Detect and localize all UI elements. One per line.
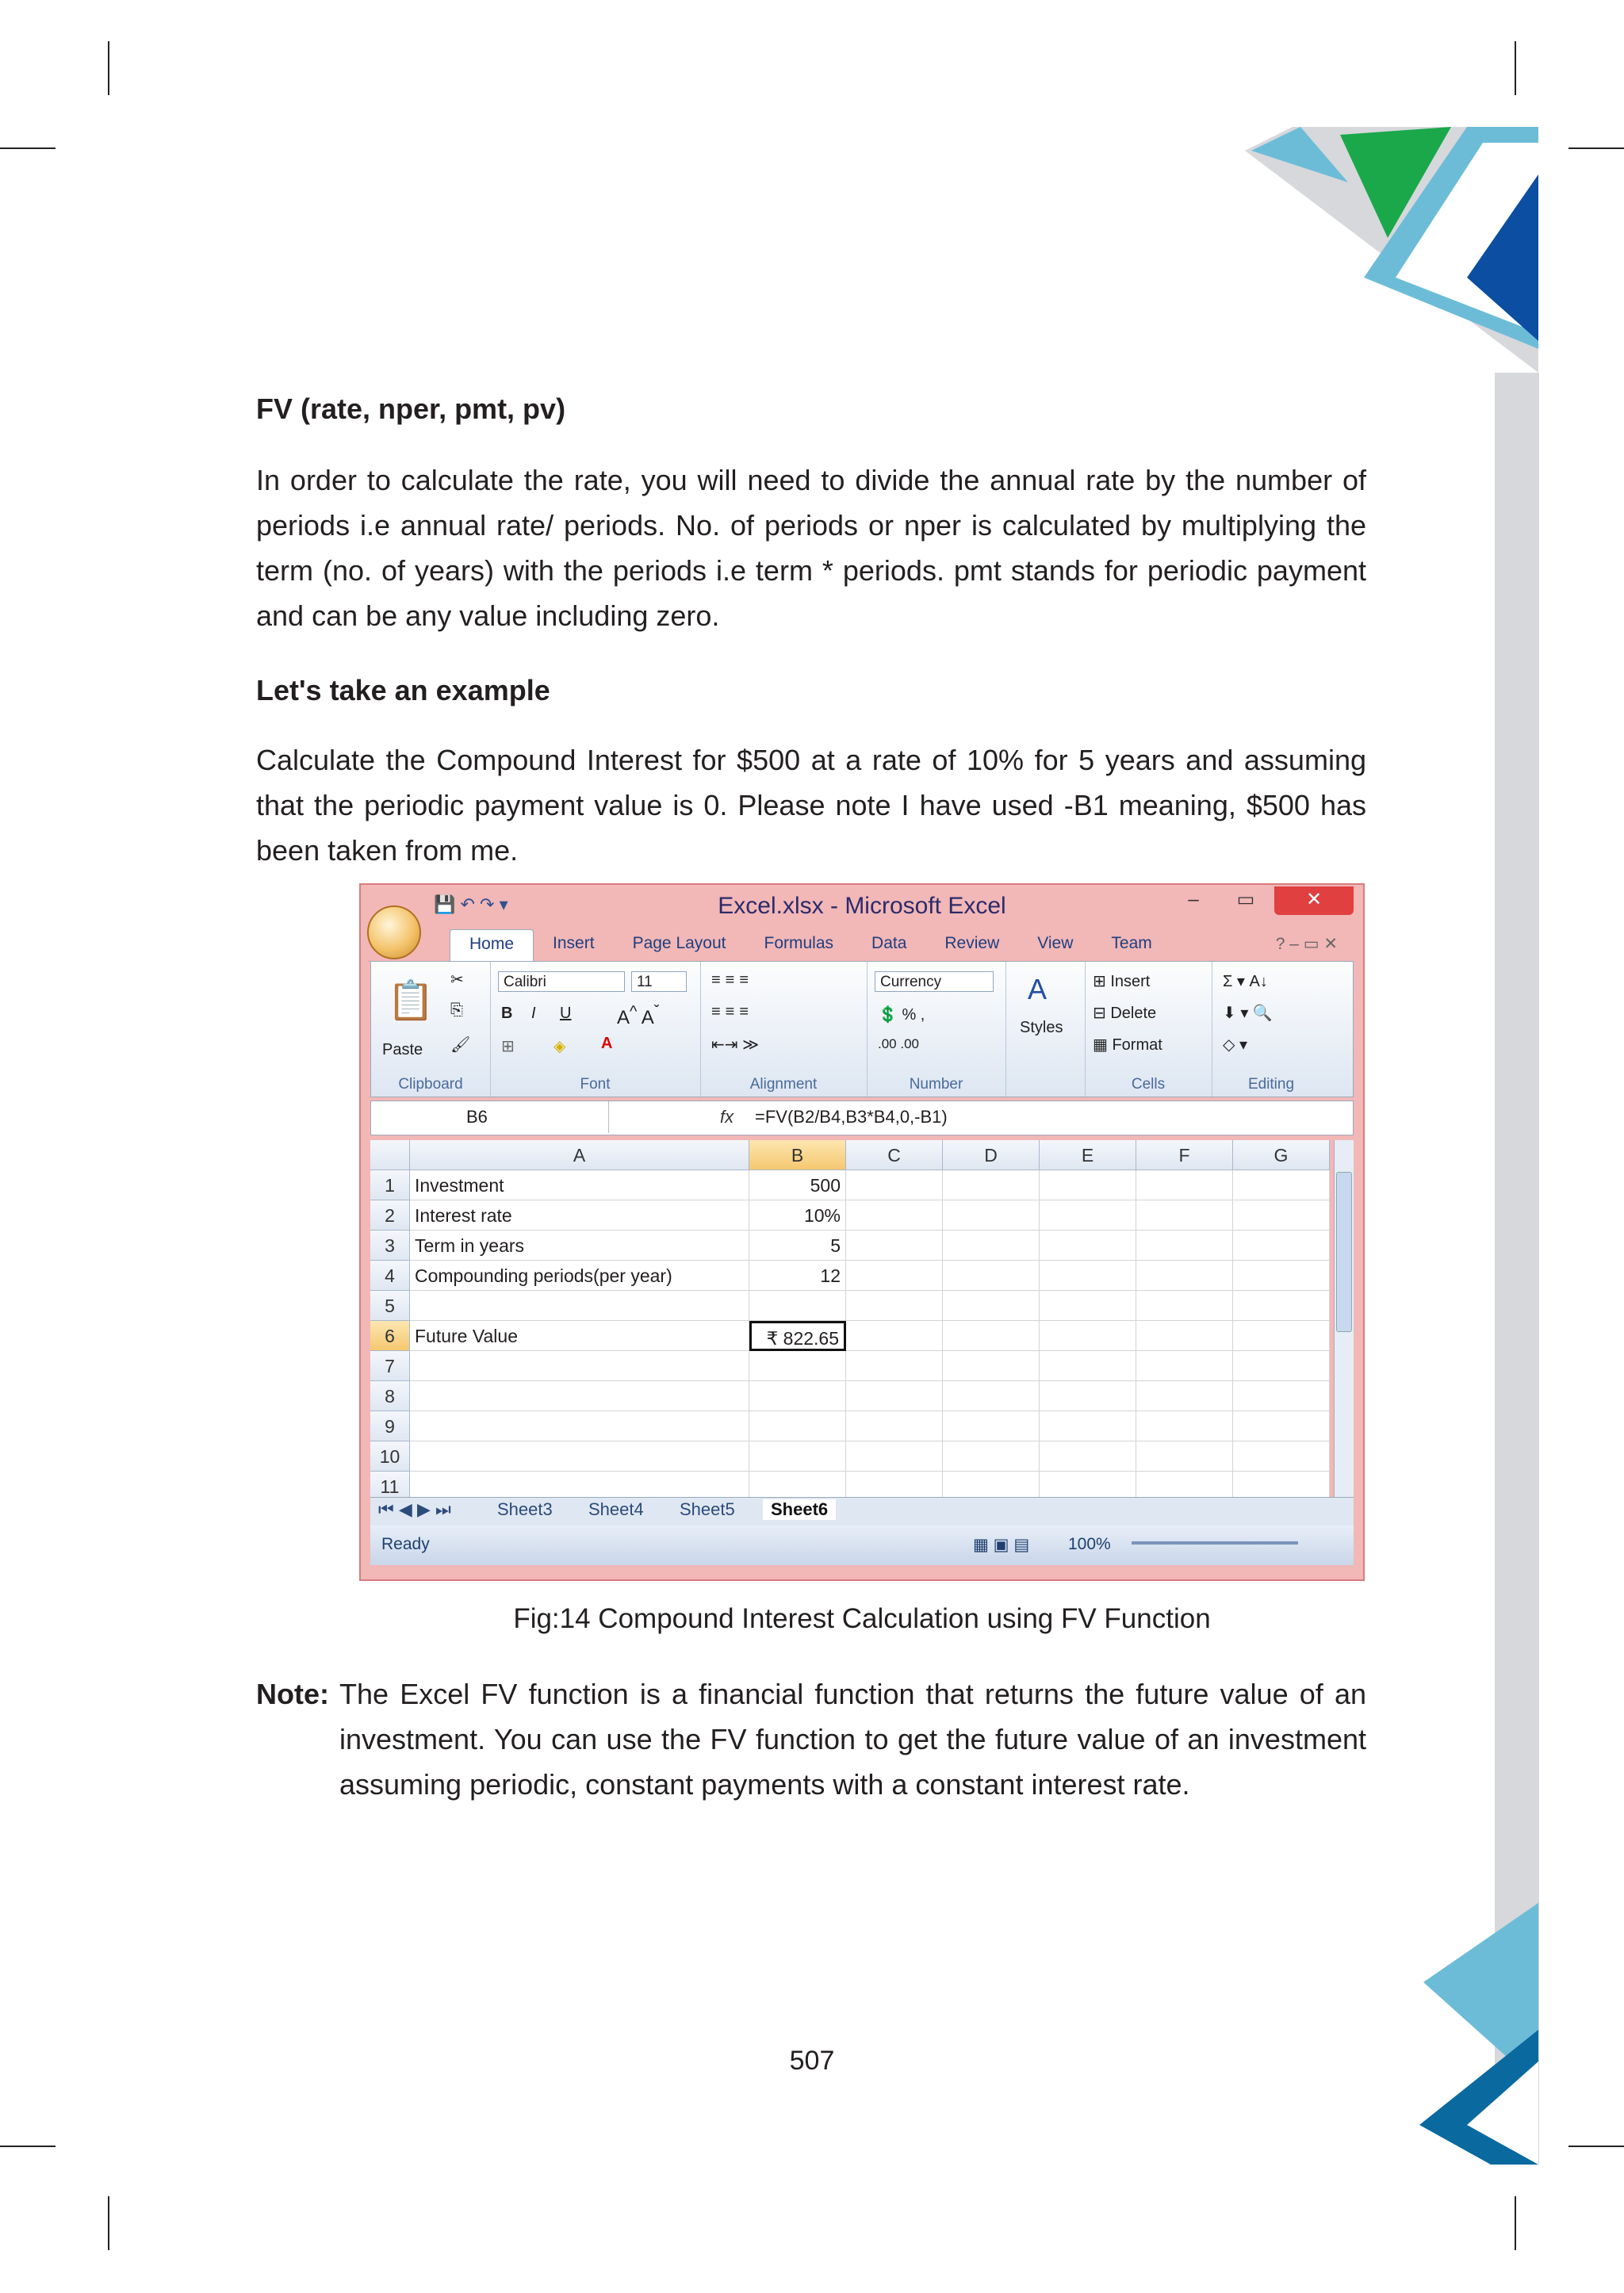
italic-icon[interactable]: I — [531, 1005, 536, 1022]
zoom-slider[interactable] — [1132, 1541, 1298, 1545]
help-icon[interactable]: ? – ▭ ✕ — [1275, 935, 1338, 953]
delete-label: Delete — [1110, 1005, 1157, 1022]
intro-paragraph: In order to calculate the rate, you will need to divide the annual rate by the number of periods i.e annual rate/ periods. No. of periods or nper is calculated by multiplying the term (no. of years) with the periods i.e term * periods. pmt stands for periodic payment and can be any value including zero. — [256, 464, 1366, 632]
delete-cells-button[interactable]: ⊟ Delete — [1093, 1005, 1157, 1022]
formula-bar — [370, 1101, 1354, 1135]
grid-cell[interactable] — [1233, 1321, 1330, 1351]
grid-cell[interactable] — [1136, 1261, 1233, 1291]
grid-cell[interactable] — [943, 1411, 1040, 1441]
grid-cell[interactable] — [1233, 1170, 1330, 1200]
tab-formulas[interactable]: Formulas — [764, 934, 834, 952]
autosum-icon[interactable]: Σ ▾ A↓ — [1223, 973, 1268, 990]
cell-label[interactable] — [410, 1441, 749, 1472]
cut-icon[interactable]: ✂ — [450, 971, 464, 989]
grid-cell[interactable] — [846, 1441, 943, 1472]
grid-cell[interactable] — [1233, 1231, 1330, 1261]
vertical-scrollbar[interactable] — [1334, 1140, 1354, 1497]
page-number: 507 — [789, 2046, 835, 2076]
window-title: Excel.xlsx - Microsoft Excel — [718, 893, 1006, 919]
sheet-tab[interactable]: Sheet5 — [680, 1499, 735, 1519]
name-box[interactable]: B6 — [371, 1101, 609, 1133]
row-header[interactable]: 5 — [370, 1291, 410, 1321]
cell-label[interactable] — [410, 1351, 749, 1381]
note-text: The Excel FV function is a financial function that returns the future value of an investment. You can use the FV function to get the future value of an investment assuming periodic, constant payments with a constant interest rate. — [339, 1678, 1366, 1801]
sheet-tab[interactable]: Sheet3 — [497, 1499, 553, 1519]
grid-cell[interactable] — [1136, 1231, 1233, 1261]
cell-value[interactable]: 5 — [749, 1231, 846, 1261]
ribbon-tabs — [450, 929, 1354, 961]
active-cell[interactable]: ₹ 822.65 — [749, 1321, 846, 1351]
align-center-icon[interactable]: ≡≡≡ — [711, 1003, 754, 1020]
grid-cell[interactable] — [1040, 1231, 1136, 1261]
styles-icon[interactable]: A — [1028, 973, 1048, 1005]
grid-cell[interactable] — [1233, 1200, 1330, 1231]
cell-label[interactable]: Future Value — [410, 1321, 749, 1351]
tab-insert[interactable]: Insert — [553, 934, 595, 952]
bold-icon[interactable]: B — [501, 1005, 513, 1022]
row-header[interactable]: 4 — [370, 1261, 410, 1291]
grid-cell[interactable] — [1136, 1411, 1233, 1441]
sheet-tab-active[interactable]: Sheet6 — [763, 1499, 836, 1520]
grid-cell[interactable] — [1136, 1441, 1233, 1472]
cell-value[interactable] — [749, 1381, 846, 1411]
quick-access-toolbar[interactable]: 💾 ↶ ↷ ▾ — [434, 894, 508, 914]
group-label: Font — [580, 1076, 611, 1093]
grid-cell[interactable] — [1233, 1441, 1330, 1472]
status-text: Ready — [381, 1535, 430, 1553]
grid-cell[interactable] — [1233, 1381, 1330, 1411]
figure-caption: Fig:14 Compound Interest Calculation using FV Function — [513, 1603, 1211, 1634]
tab-team[interactable]: Team — [1111, 934, 1152, 952]
select-all-corner[interactable] — [370, 1140, 410, 1170]
font-grow-icon[interactable]: A^ $A^ˇ$ — [617, 1003, 660, 1028]
column-header[interactable]: C — [846, 1140, 943, 1170]
insert-label: Insert — [1110, 973, 1151, 990]
grid-cell[interactable] — [1136, 1321, 1233, 1351]
clear-icon[interactable]: ◇ ▾ — [1223, 1036, 1247, 1054]
paste-button[interactable]: Paste — [382, 1041, 423, 1058]
grid-cell[interactable] — [1136, 1170, 1233, 1200]
column-header[interactable]: E — [1040, 1140, 1136, 1170]
grid-cell[interactable] — [1040, 1170, 1136, 1200]
grid-cell[interactable] — [846, 1170, 943, 1200]
sheet-tab[interactable]: Sheet4 — [588, 1499, 644, 1519]
cells-group — [1085, 962, 1212, 1097]
example-paragraph: Calculate the Compound Interest for $500 at a rate of 10% for 5 years and assuming that the periodic payment value is 0. Please note I have used -B1 meaning, $500 has been taken from me. — [256, 744, 1366, 867]
row-header[interactable]: 6 — [370, 1321, 410, 1351]
decimal-icon[interactable]: .00 .00 — [878, 1036, 919, 1051]
cell-value[interactable]: 12 — [749, 1261, 846, 1291]
cell-value[interactable] — [749, 1411, 846, 1441]
grid-cell[interactable] — [943, 1381, 1040, 1411]
styles-group — [1005, 962, 1086, 1097]
number-group — [867, 962, 1006, 1097]
group-label: Clipboard — [398, 1076, 463, 1093]
grid-cell[interactable] — [943, 1321, 1040, 1351]
close-button[interactable]: ✕ — [1274, 886, 1354, 915]
group-label: Cells — [1131, 1076, 1166, 1093]
cell-value[interactable]: 500 — [749, 1170, 846, 1200]
tab-page-layout[interactable]: Page Layout — [632, 934, 726, 952]
view-buttons-icon[interactable]: ▦ ▣ ▤ — [973, 1536, 1030, 1554]
excel-screenshot — [359, 883, 1365, 1581]
font-name-select[interactable]: Calibri — [498, 971, 625, 992]
cell-label[interactable]: Compounding periods(per year) — [410, 1261, 749, 1291]
alignment-group — [700, 962, 868, 1097]
cell-label[interactable]: Term in years — [410, 1231, 749, 1261]
ribbon — [370, 961, 1354, 1097]
grid-cell[interactable] — [943, 1441, 1040, 1472]
clipboard-group — [371, 962, 491, 1097]
zoom-level: 100% — [1068, 1535, 1111, 1553]
grid-cell[interactable] — [943, 1261, 1040, 1291]
excel-titlebar — [370, 885, 1354, 929]
grid-cell[interactable] — [1136, 1200, 1233, 1231]
paste-icon[interactable]: 📋 — [387, 980, 435, 1022]
insert-cells-button[interactable]: ⊞ Insert — [1093, 973, 1151, 990]
note-label: Note: — [256, 1678, 329, 1710]
cell-value[interactable]: 10% — [749, 1200, 846, 1231]
grid-cell[interactable] — [846, 1261, 943, 1291]
grid-cell[interactable] — [1040, 1321, 1136, 1351]
fill-color-icon[interactable]: ◈ — [553, 1038, 566, 1055]
format-cells-button[interactable]: ▦ Format — [1093, 1036, 1162, 1054]
grid-cell[interactable] — [1136, 1381, 1233, 1411]
grid-cell[interactable] — [943, 1231, 1040, 1261]
grid-cell[interactable] — [846, 1231, 943, 1261]
grid-cell[interactable] — [943, 1200, 1040, 1231]
grid-cell[interactable] — [1040, 1200, 1136, 1231]
fx-label[interactable]: fx — [720, 1107, 734, 1127]
cell-label[interactable] — [410, 1411, 749, 1441]
row-header[interactable]: 1 — [370, 1170, 410, 1200]
sheet-nav-icon[interactable]: ⏮ ◀ ▶ ⏭ — [378, 1499, 451, 1519]
grid-cell[interactable] — [1040, 1411, 1136, 1441]
tab-review[interactable]: Review — [944, 934, 1000, 952]
row-header[interactable]: 3 — [370, 1231, 410, 1261]
grid-cell[interactable] — [943, 1351, 1040, 1381]
grid-cell[interactable] — [1233, 1411, 1330, 1441]
grid-cell[interactable] — [1233, 1291, 1330, 1321]
grid-cell[interactable] — [943, 1291, 1040, 1321]
grid-cell[interactable] — [846, 1321, 943, 1351]
percent-icon[interactable]: 💲 % , — [878, 1006, 925, 1024]
tab-view[interactable]: View — [1037, 934, 1074, 952]
group-label: Number — [909, 1076, 963, 1093]
font-size-select[interactable]: 11 — [631, 971, 687, 992]
office-button[interactable] — [367, 905, 421, 959]
grid-cell[interactable] — [1136, 1351, 1233, 1381]
status-bar — [370, 1525, 1354, 1565]
group-label: Alignment — [749, 1076, 818, 1093]
column-header[interactable]: G — [1233, 1140, 1330, 1170]
example-heading: Let's take an example — [256, 674, 550, 706]
grid-cell[interactable] — [1040, 1441, 1136, 1472]
minimize-button[interactable]: – — [1188, 889, 1199, 910]
row-header[interactable]: 2 — [370, 1200, 410, 1231]
grid-cell[interactable] — [846, 1411, 943, 1441]
row-header[interactable]: 8 — [370, 1381, 410, 1411]
editing-group — [1212, 962, 1331, 1097]
column-header[interactable]: F — [1136, 1140, 1233, 1170]
cell-label[interactable] — [410, 1381, 749, 1411]
tab-data[interactable]: Data — [871, 934, 907, 952]
maximize-button[interactable]: ▭ — [1236, 889, 1255, 910]
grid-cell[interactable] — [846, 1351, 943, 1381]
grid-cell[interactable] — [1233, 1261, 1330, 1291]
grid-cell[interactable] — [1040, 1381, 1136, 1411]
grid-cell[interactable] — [846, 1381, 943, 1411]
copy-icon[interactable]: ⎘ — [450, 1001, 463, 1019]
styles-button[interactable]: Styles — [1020, 1019, 1063, 1036]
borders-icon[interactable]: ⊞ — [501, 1038, 515, 1055]
column-header[interactable]: A — [410, 1140, 749, 1170]
cell-value[interactable] — [749, 1291, 846, 1321]
group-label: Editing — [1247, 1076, 1295, 1093]
format-label: Format — [1112, 1036, 1162, 1054]
font-color-icon[interactable]: A — [601, 1035, 613, 1052]
grid-cell[interactable] — [846, 1291, 943, 1321]
cell-label[interactable] — [410, 1291, 749, 1321]
align-top-icon[interactable]: ≡≡≡ — [711, 971, 754, 989]
sheet-tab-bar — [370, 1497, 1354, 1526]
row-header[interactable]: 9 — [370, 1411, 410, 1441]
grid-cell[interactable] — [1040, 1261, 1136, 1291]
format-painter-icon[interactable]: 🖌 — [450, 1036, 471, 1054]
cell-label[interactable]: Investment — [410, 1170, 749, 1200]
grid-cell[interactable] — [1136, 1291, 1233, 1321]
grid-cell[interactable] — [943, 1170, 1040, 1200]
cell-value[interactable] — [749, 1441, 846, 1472]
cell-label[interactable]: Interest rate — [410, 1200, 749, 1231]
row-header[interactable]: 11 — [370, 1472, 410, 1502]
font-group — [490, 962, 701, 1097]
grid-cell[interactable] — [1040, 1351, 1136, 1381]
grid-cell[interactable] — [1040, 1291, 1136, 1321]
indent-icon[interactable]: ⇤⇥ ≫ — [711, 1036, 760, 1054]
tab-home[interactable]: Home — [450, 929, 534, 961]
number-format-select[interactable]: Currency — [875, 971, 994, 992]
row-header[interactable]: 10 — [370, 1441, 410, 1472]
grid-cell[interactable] — [846, 1200, 943, 1231]
column-header[interactable]: D — [943, 1140, 1040, 1170]
column-header[interactable]: B — [749, 1140, 846, 1170]
grid-cell[interactable] — [1233, 1351, 1330, 1381]
underline-icon[interactable]: U — [560, 1005, 572, 1022]
row-header[interactable]: 7 — [370, 1351, 410, 1381]
function-heading: FV (rate, nper, pmt, pv) — [256, 392, 566, 425]
cell-value[interactable] — [749, 1351, 846, 1381]
fill-icon[interactable]: ⬇ ▾ 🔍 — [1223, 1005, 1273, 1022]
scroll-thumb[interactable] — [1336, 1172, 1352, 1332]
formula-input[interactable]: =FV(B2/B4,B3*B4,0,-B1) — [755, 1107, 948, 1127]
